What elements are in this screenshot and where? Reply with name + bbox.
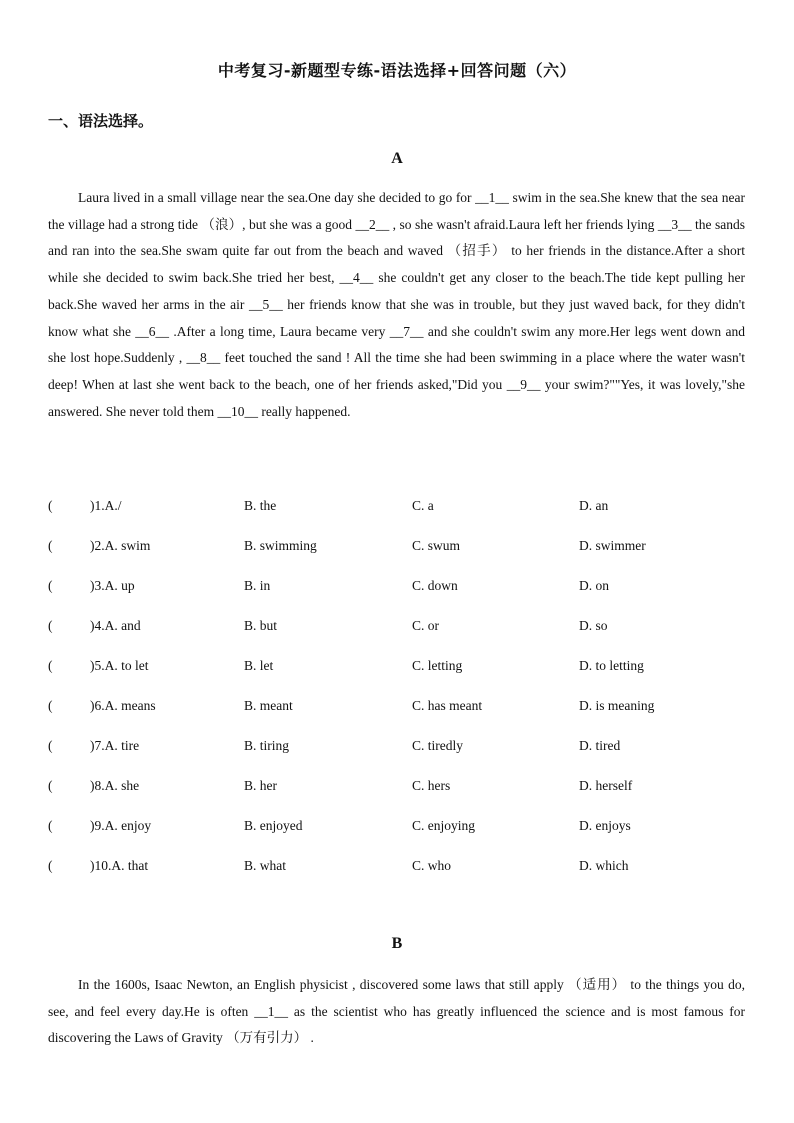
answer-blank[interactable]: ( bbox=[48, 618, 53, 633]
option-a: )9.A. enjoy bbox=[90, 818, 152, 833]
option-b: B. her bbox=[244, 778, 277, 793]
option-b: B. in bbox=[244, 578, 271, 593]
option-c: C. swum bbox=[412, 538, 461, 553]
option-d: D. which bbox=[579, 858, 629, 873]
passage-b: In the 1600s, Isaac Newton, an English physicist , discovered some laws that still apply （适用） to the things you do, see, and feel every day.He is often __1__ as the scientist who has greatly influenced the science and is most famous for discovering the Laws of Gravity （万有引力） . bbox=[48, 977, 745, 1046]
part-b-label: B bbox=[391, 935, 403, 952]
question-row bbox=[48, 575, 748, 597]
option-a: )10.A. that bbox=[90, 858, 149, 873]
option-a: )2.A. swim bbox=[90, 538, 151, 553]
answer-blank[interactable]: ( bbox=[48, 818, 53, 833]
answer-blank[interactable]: ( bbox=[48, 858, 53, 873]
question-row bbox=[48, 735, 748, 757]
option-d: D. is meaning bbox=[579, 698, 655, 713]
answer-blank[interactable]: ( bbox=[48, 658, 53, 673]
question-row bbox=[48, 495, 748, 517]
option-d: D. enjoys bbox=[579, 818, 631, 833]
option-d: D. an bbox=[579, 498, 609, 513]
page-title: 中考复习-新题型专练-语法选择+回答问题（六） bbox=[217, 61, 577, 80]
section-heading: 一、语法选择。 bbox=[48, 112, 154, 130]
option-a: )7.A. tire bbox=[90, 738, 140, 753]
option-b: B. let bbox=[244, 658, 274, 673]
option-a: )3.A. up bbox=[90, 578, 135, 593]
option-b: B. what bbox=[244, 858, 286, 873]
option-d: D. to letting bbox=[579, 658, 644, 673]
question-row bbox=[48, 615, 748, 637]
option-c: C. down bbox=[412, 578, 458, 593]
option-a: )5.A. to let bbox=[90, 658, 149, 673]
option-b: B. tiring bbox=[244, 738, 290, 753]
part-a-label: A bbox=[391, 150, 403, 167]
option-a: )6.A. means bbox=[90, 698, 156, 713]
option-c: C. letting bbox=[412, 658, 463, 673]
option-c: C. enjoying bbox=[412, 818, 475, 833]
option-a: )1.A./ bbox=[90, 498, 122, 513]
option-b: B. the bbox=[244, 498, 277, 513]
question-row bbox=[48, 775, 748, 797]
question-row bbox=[48, 815, 748, 837]
option-d: D. tired bbox=[579, 738, 621, 753]
option-b: B. but bbox=[244, 618, 278, 633]
option-c: C. a bbox=[412, 498, 434, 513]
option-c: C. has meant bbox=[412, 698, 483, 713]
option-b: B. enjoyed bbox=[244, 818, 303, 833]
passage-a: Laura lived in a small village near the sea.One day she decided to go for __1__ swim in the sea.She knew that the sea near the village had a strong tide （浪）, but she was a good __2__ , so she wasn't afraid.Laura left her friends lying __3__ the sands and ran into the sea.She swam quite far out from the beach and waved （招手） to her friends in the distance.After a short while she decided to swim back.She tried her best, __4__ she couldn't get any closer to the beach.The tide kept pulling her back.She waved her arms in the air __5__ her friends know that she was in trouble, but they just waved back, for they didn't know what she __6__ .After a long time, Laura became very __7__ and she couldn't swim any more.Her legs went down and she lost hope.Suddenly , __8__ feet touched the sand ! All the time she had been swimming in a place where the water wasn't deep! When at last she went back to the beach, one of her friends asked,"Did you __9__ your swim?""Yes, it was lovely,"she answered. She never told them __10__ really happened. bbox=[48, 190, 745, 419]
answer-blank[interactable]: ( bbox=[48, 698, 53, 713]
option-b: B. swimming bbox=[244, 538, 317, 553]
answer-blank[interactable]: ( bbox=[48, 578, 53, 593]
answer-blank[interactable]: ( bbox=[48, 498, 53, 513]
option-a: )8.A. she bbox=[90, 778, 140, 793]
option-c: C. tiredly bbox=[412, 738, 463, 753]
question-row bbox=[48, 655, 748, 677]
answer-blank[interactable]: ( bbox=[48, 738, 53, 753]
answer-blank[interactable]: ( bbox=[48, 778, 53, 793]
option-d: D. herself bbox=[579, 778, 633, 793]
option-a: )4.A. and bbox=[90, 618, 141, 633]
question-row bbox=[48, 855, 748, 877]
answer-blank[interactable]: ( bbox=[48, 538, 53, 553]
question-row bbox=[48, 695, 748, 717]
option-d: D. on bbox=[579, 578, 609, 593]
option-c: C. who bbox=[412, 858, 452, 873]
question-row bbox=[48, 535, 748, 557]
option-d: D. swimmer bbox=[579, 538, 646, 553]
option-c: C. hers bbox=[412, 778, 451, 793]
option-c: C. or bbox=[412, 618, 439, 633]
option-b: B. meant bbox=[244, 698, 293, 713]
option-d: D. so bbox=[579, 618, 608, 633]
